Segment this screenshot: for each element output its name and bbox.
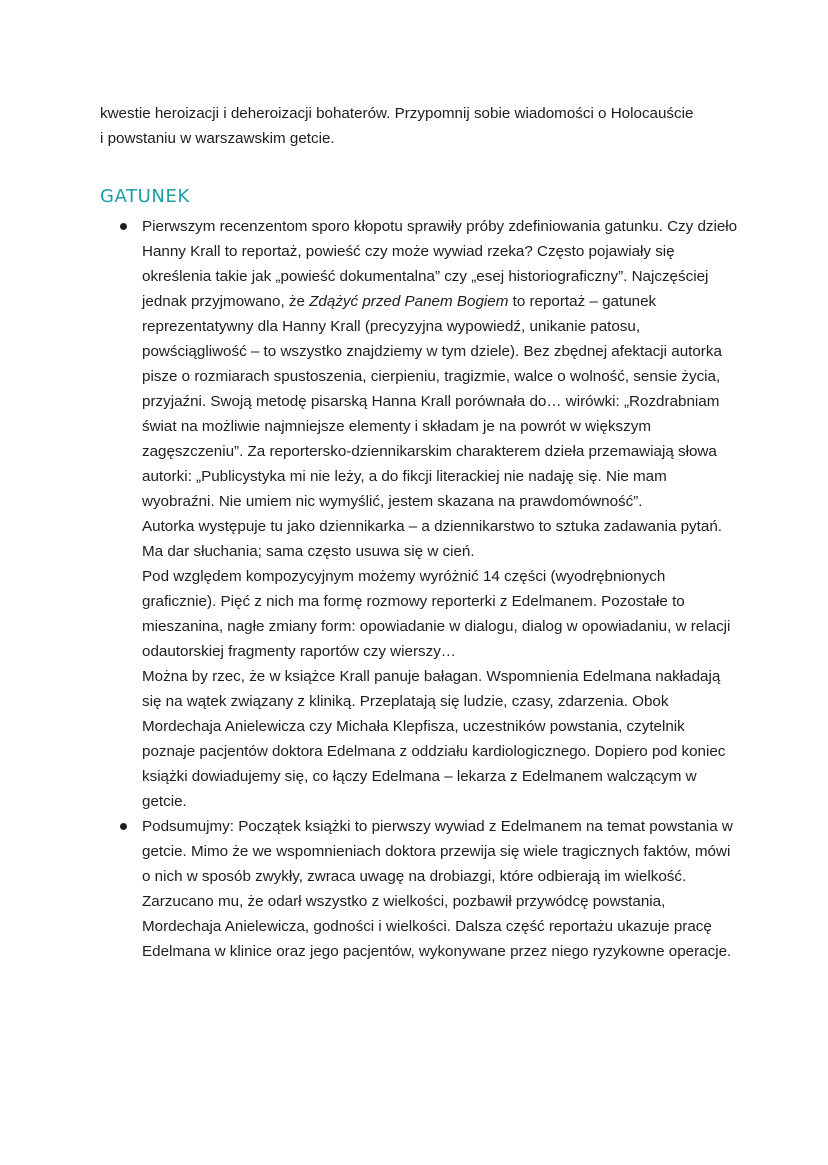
bullet-1-paragraph-2: Autorka występuje tu jako dziennikarka – a dziennikarstwo to sztuka zadawania pytań. Ma dar słuchania; sama często usuwa się w cień.	[142, 518, 722, 560]
paragraph-text: Pierwszym recenzentom sporo kłopotu sprawiły próby zdefiniowania gatunku. Czy dzieło Hanny Krall to reportaż, powieść czy może wywiad rzeka? Często pojawiały się określenia takie jak „powieść dokumentalna” czy „esej historiograficzny”. Najczęściej jednak przyjmowano, że	[142, 218, 738, 310]
intro-line-1: kwestie heroizacji i deheroizacji bohaterów. Przypomnij sobie wiadomości o Holocauście	[100, 105, 694, 122]
bullet-icon	[120, 823, 127, 830]
bullet-1-paragraph-3: Pod względem kompozycyjnym możemy wyróżnić 14 części (wyodrębnionych graficznie). Pięć z nich ma formę rozmowy reporterki z Edelmanem. Pozostałe to mieszanina, nagłe zmiany form: opowiadanie w dialogu, dialog w opowiadaniu, w relacji odautorskiej fragmenty raportów czy wierszy…	[142, 568, 731, 660]
intro-paragraph	[100, 101, 740, 151]
intro-line-2: i powstaniu w warszawskim getcie.	[100, 130, 335, 147]
bullet-1-paragraph-4: Można by rzec, że w książce Krall panuje bałagan. Wspomnienia Edelmana nakładają się na wątek związany z kliniką. Przeplatają się ludzie, czasy, zdarzenia. Obok Mordechaja Anielewicza czy Michała Klepfisza, uczestników powstania, czytelnik poznaje pacjentów doktora Edelmana z oddziału kardiologicznego. Dopiero pod koniec książki dowiadujemy się, co łączy Edelmana – lekarza z Edelmanem walczącym w getcie.	[142, 668, 726, 810]
bullet-icon	[120, 223, 127, 230]
paragraph-text: to reportaż – gatunek reprezentatywny dla Hanny Krall (precyzyjna wypowiedź, unikanie patosu, powściągliwość – to wszystko znajdziemy w tym dziele). Bez zbędnej afektacji autorka pisze o rozmiarach spustoszenia, cierpieniu, tragizmie, walce o wolność, sensie życia, przyjaźni. Swoją metodę pisarską Hanna Krall porównała do… wirówki: „Rozdrabniam świat na możliwie najmniejsze elementy i składam je na powrót w większym zagęszczeniu”. Za reportersko-dziennikarskim charakterem dzieła przemawiają słowa autorki: „Publicystyka mi nie leży, a do fikcji literackiej nie nadaję się. Nie mam wyobraźni. Nie umiem nic wymyślić, jestem skazana na prawdomówność”.	[142, 293, 722, 510]
bullet-list	[142, 214, 742, 964]
section-heading: GATUNEK	[100, 186, 190, 207]
bullet-2-paragraph: Podsumujmy: Początek książki to pierwszy wywiad z Edelmanem na temat powstania w getcie. Mimo że we wspomnieniach doktora przewija się wiele tragicznych faktów, mówi o nich w sposób zwykły, zwraca uwagę na drobiazgi, które odbierają im wielkość. Zarzucano mu, że odarł wszystko z wielkości, pozbawił przywódcę powstania, Mordechaja Anielewicza, godności i wielkości. Dalsza część reportażu ukazuje pracę Edelmana w klinice oraz jego pacjentów, wykonywane przez niego ryzykowne operacje.	[142, 818, 733, 960]
list-item	[142, 214, 742, 814]
bullet-1-paragraph-1	[142, 214, 742, 514]
book-title: Zdążyć przed Panem Bogiem	[309, 293, 509, 310]
list-item	[142, 814, 742, 964]
